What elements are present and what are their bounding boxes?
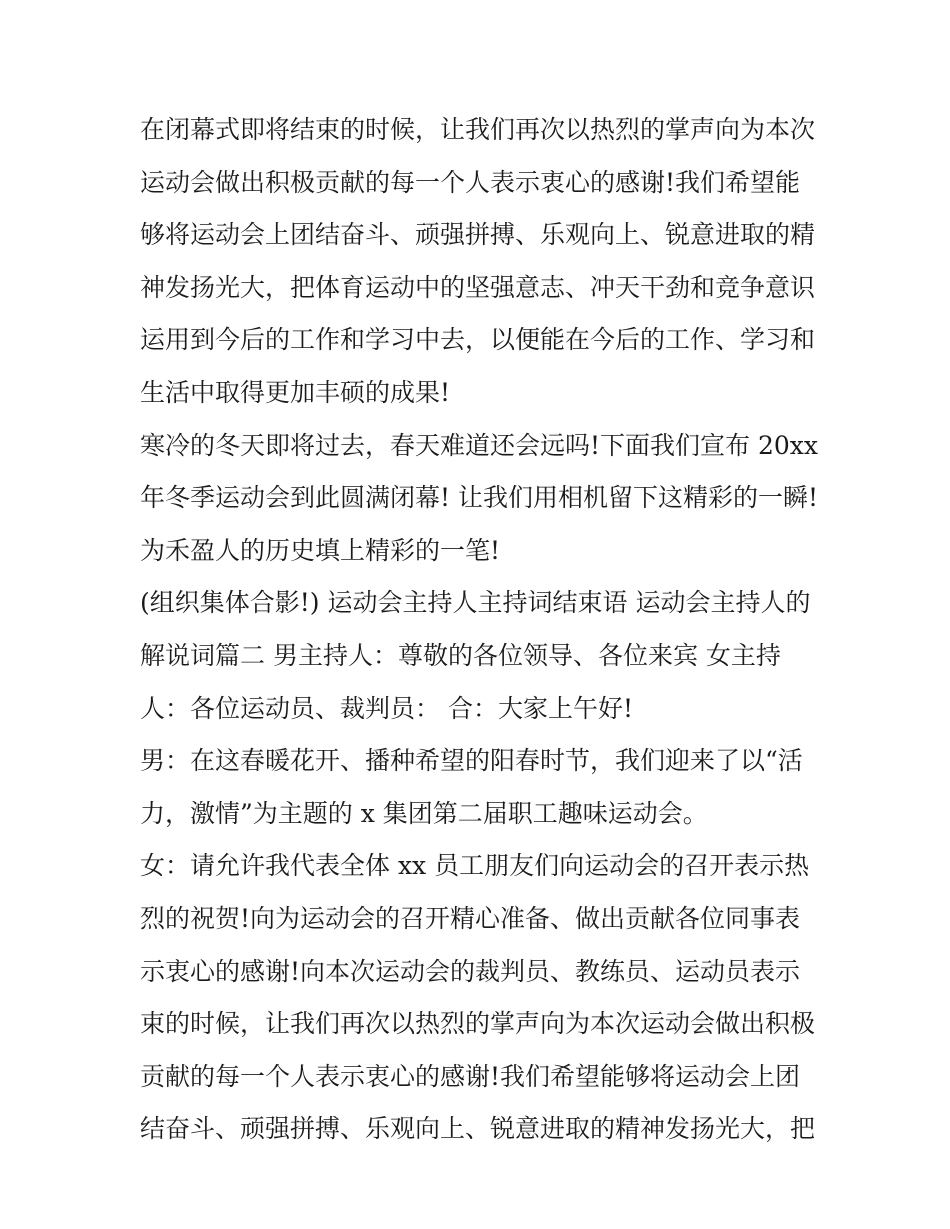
text-line: 女：请允许我代表全体 xx 员工朋友们向运动会的召开表示热 (140, 851, 810, 881)
text-line: 运用到今后的工作和学习中去，以便能在今后的工作、学习和 (140, 325, 816, 355)
text-line: (组织集体合影!) 运动会主持人主持词结束语 运动会主持人的 (140, 588, 811, 618)
text-line: 解说词篇二 男主持人：尊敬的各位领导、各位来宾 女主持 (140, 640, 781, 670)
text-line: 在闭幕式即将结束的时候，让我们再次以热烈的掌声向为本次 (140, 115, 816, 144)
text-line: 贡献的每一个人表示衷心的感谢!我们希望能够将运动会上团 (140, 1061, 801, 1091)
text-line: 寒冷的冬天即将过去，春天难道还会远吗!下面我们宣布 20xx (140, 430, 819, 460)
text-line: 年冬季运动会到此圆满闭幕! 让我们用相机留下这精彩的一瞬! (140, 483, 819, 513)
text-line: 运动会做出积极贡献的每一个人表示衷心的感谢!我们希望能 (140, 167, 801, 197)
text-line: 烈的祝贺!向为运动会的召开精心准备、做出贡献各位同事表 (140, 903, 801, 933)
text-line: 为禾盈人的历史填上精彩的一笔! (140, 535, 501, 565)
document-body (140, 104, 820, 1156)
text-line: 神发扬光大，把体育运动中的坚强意志、冲天干劲和竞争意识 (140, 272, 816, 302)
text-line: 人：各位运动员、裁判员： 合：大家上午好! (140, 693, 633, 723)
text-line: 男：在这春暖花开、播种希望的阳春时节，我们迎来了以“活 (140, 746, 803, 776)
text-line: 束的时候，让我们再次以热烈的掌声向为本次运动会做出积极 (140, 1009, 816, 1039)
text-line: 够将运动会上团结奋斗、顽强拼搏、乐观向上、锐意进取的精 (140, 220, 816, 250)
text-line: 生活中取得更加丰硕的成果! (140, 377, 451, 407)
text-line: 示衷心的感谢!向本次运动会的裁判员、教练员、运动员表示 (140, 956, 801, 986)
text-line: 结奋斗、顽强拼搏、乐观向上、锐意进取的精神发扬光大，把 (140, 1114, 816, 1144)
text-line: 力，激情”为主题的 x 集团第二届职工趣味运动会。 (140, 798, 708, 828)
